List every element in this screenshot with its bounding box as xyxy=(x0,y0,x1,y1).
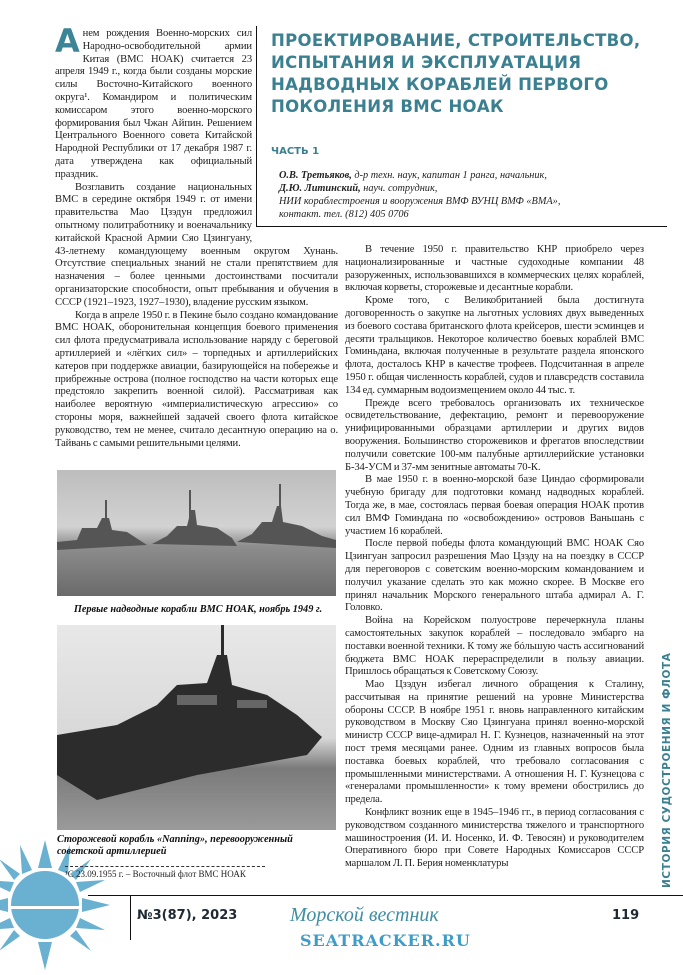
watermark: SEATRACKER.RU xyxy=(300,931,471,950)
paragraph: Конфликт возник еще в 1945–1946 гг., в период согласования с руководством созданного министерства тяжелого и транспортного машиностроения (И. И. Носенко, И. Ф. Тевосян) и руководителем Оперативного бюро при Совете Народных Комиссаров СССР маршалом Л. П. Берия номенклатуры xyxy=(345,807,644,870)
right-column xyxy=(345,244,644,871)
magazine-name: Морской вестник xyxy=(290,904,439,926)
paragraph: В мае 1950 г. в военно-морской базе Циндао сформировали учебную бригаду для подготовки команд надводных кораблей. Тогда же, в мае, состоялась первая боевая операция НОАК против сил ВМФ Гоминдана по «освобождению» островов Ваньшань с участием 16 кораблей. xyxy=(345,474,644,537)
paragraph: Прежде всего требовалось организовать их техническое освидетельствование, дефектацию, ремонт и перевооружение унифицированными образцами артиллерии и других видов вооружения. Большинство сторожевиков и фрегатов впоследствии получили советские 100-мм палубные артиллерийские установки Б-34-УСМ и 37-мм зенитные автоматы 70-К. xyxy=(345,397,644,473)
paragraph: Мао Цзэдун избегал личного обращения к Сталину, рассчитывая на принятие решений на уровне Министерства обороны СССР. В ноябре 1951 г. вновь направленного китайским руководством в Москву Сяо Цзингуана принял военно-морской министр СССР вице-адмирал Н. Г. Кузнецов, назначенный на этот пост тремя месяцами ранее. Одним из главных вопросов была поставка боевых кораблей, что требовало согласования с промышленными министерствами. А отношения Н. Г. Кузнецова с «генералами промышленности» к тому времени обострились до предела. xyxy=(345,679,644,806)
paragraph: Анем рождения Военно-морских сил Народно-освободительной армии Китая (ВМС НОАК) считается 23 апреля 1949 г., когда были созданы морские силы Восточно-Китайского военного округа¹. Командиром и политическим комиссаром этого военно-морского формирования был Чжан Айпин. Решением Центрального Военного совета Китайской Народной Республики от 17 декабря 1987 г. дата утверждена как официальный праздник. xyxy=(55,22,252,180)
photo-caption: Сторожевой корабль «Nanning», перевооруженный советской артиллерией xyxy=(57,834,293,857)
authors-block xyxy=(279,169,560,221)
author-role: д-р техн. наук, капитан 1 ранга, начальник, xyxy=(354,170,547,181)
footer-divider-vertical xyxy=(130,895,131,940)
paragraph: Когда в апреле 1950 г. в Пекине было создано командование ВМС НОАК, оборонительная концепция боевого применения сил флота предусматривала использование наряду с береговой артиллерией и «лёгких сил» – торпедных и артиллерийских катеров при поддержке авиации, базирующейся на побережье и прибрежные острова (полное господство на части которых еще предстояло закрепить военной силой). Рассматривая как наиболее вероятную «империалистическую агрессию» со стороны моря, важнейшей задачей своего флота китайское руководство, тем не менее, считало десантную операцию на о. Тайвань с самыми решительными целями. xyxy=(55,309,338,449)
drop-cap: А xyxy=(55,22,80,60)
section-label: ИСТОРИЯ СУДОСТРОЕНИЯ И ФЛОТА xyxy=(661,652,673,888)
paragraph: Возглавить создание национальных ВМС в середине октября 1949 г. от имени правительства Мао Цзэдун предложил опытному политработнику и военачальнику китайской Красной Армии Сяо Цзингуану, 43-летнему командующему военным округом Хунань. Отсутствие специальных знаний не стали препятствием для назначения – более ценными достоинствами посчитали организаторские способности, опыт пребывания и обучения в СССР (1921–1923, 1927–1930), владение русским языком. xyxy=(55,181,338,308)
paragraph: После первой победы флота командующий ВМС НОАК Сяо Цзингуан запросил разрешения Мао Цзэду на на поездку в СССР для переговоров с советским военно-морским командованием и получил указание сделать это как можно скорее. В Москве его принял начальник Морского генерального штаба адмирал А. Г. Головко. xyxy=(345,538,644,614)
affiliation: НИИ кораблестроения и вооружения ВМФ ВУНЦ ВМФ «ВМА», xyxy=(279,196,561,207)
issue-number: №3(87), 2023 xyxy=(137,908,238,923)
paragraph: Кроме того, с Великобританией была достигнута договоренность о закупке на льготных условиях двух выведенных из боевого состава британского флота крейсеров, шести эсминцев и десяти тральщиков. Некоторое количество боевых кораблей ВМС Гоминьдана, включая полученные в результате раздела японского флота, досталось КНР в качестве трофеев. Подсчитанная в апреле 1950 г. общая численность кораблей, судов и плавсредств составила 134 ед. суммарным водоизмещением около 44 тыс. т. xyxy=(345,295,644,396)
photo-caption: Первые надводные корабли ВМС НОАК, ноябрь 1949 г. xyxy=(73,604,323,615)
paragraph: В течение 1950 г. правительство КНР приобрело через национализированные и частные судоходные компании 48 разоруженных, использовавшихся в коммерческих целях кораблей, включая корветы, сторожевые и десантные корабли. xyxy=(345,244,644,294)
photo-ships-1949 xyxy=(57,470,336,596)
author-role: науч. сотрудник, xyxy=(363,183,438,194)
article-header xyxy=(256,26,667,227)
photo-nanning xyxy=(57,625,336,830)
article-part: ЧАСТЬ 1 xyxy=(271,146,320,157)
footer-divider xyxy=(88,895,683,896)
footnote: ¹С 23.09.1955 г. – Восточный флот ВМС НОАК xyxy=(65,866,265,879)
page-number: 119 xyxy=(612,908,640,923)
author-name: О.В. Третьяков, xyxy=(279,170,352,181)
author-name: Д.Ю. Литинский, xyxy=(279,183,361,194)
contact: контакт. тел. (812) 405 0706 xyxy=(279,209,409,220)
article-title: ПРОЕКТИРОВАНИЕ, СТРОИТЕЛЬСТВО, ИСПЫТАНИЯ И ЭКСПЛУАТАЦИЯ НАДВОДНЫХ КОРАБЛЕЙ ПЕРВОГО ПОКОЛЕНИЯ ВМС НОАК xyxy=(271,31,641,116)
paragraph: Война на Корейском полуострове перечеркнула планы самостоятельных закупок кораблей – последовало эмбарго на поставки военной техники. К тому же бóльшую часть ассигнований бюджета ВМС НОАК перераспределили в пользу авиации. Пришлось обращаться к Советскому Союзу. xyxy=(345,615,644,678)
